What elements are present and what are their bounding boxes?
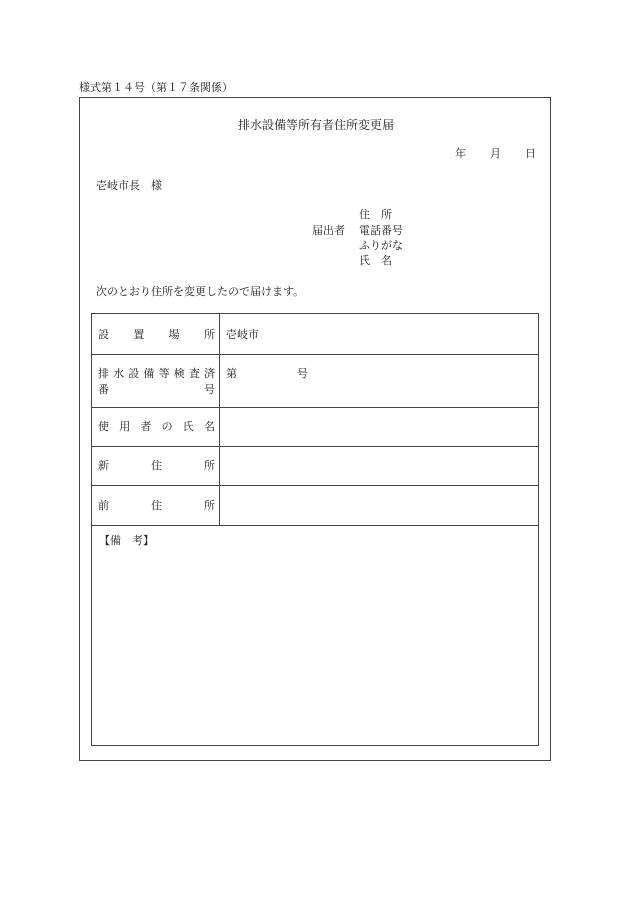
location-label: 設 置 場 所	[98, 328, 215, 341]
addressee: 壱岐市長 様	[96, 179, 162, 192]
date-month: 月	[490, 147, 501, 160]
inspection-label-line1: 排 水 設 備 等 検 査 済	[98, 367, 215, 380]
form-title: 排水設備等所有者住所変更届	[238, 118, 395, 132]
intro-text: 次のとおり住所を変更したので届けます。	[96, 285, 305, 298]
row-divider	[92, 525, 538, 526]
new-address-label: 新 住 所	[98, 459, 215, 472]
applicant-phone-label: 電話番号	[359, 224, 403, 237]
location-value: 壱岐市	[226, 328, 259, 341]
row-divider	[92, 446, 538, 447]
old-address-label: 前 住 所	[98, 499, 215, 512]
user-name-label: 使 用 者 の 氏 名	[98, 420, 215, 433]
row-divider	[92, 354, 538, 355]
form-number: 様式第１４号（第１７条関係）	[79, 81, 233, 94]
inspection-suffix: 号	[297, 367, 308, 380]
applicant-label: 届出者	[312, 224, 345, 237]
applicant-address-label: 住 所	[359, 208, 392, 221]
inspection-label-line2: 番 号	[98, 383, 215, 396]
row-divider	[92, 485, 538, 486]
date-day: 日	[525, 147, 536, 160]
form-table	[91, 313, 539, 746]
row-divider	[92, 407, 538, 408]
applicant-furigana-label: ふりがな	[359, 239, 403, 252]
remarks-label: 【備 考】	[99, 534, 154, 547]
applicant-name-label: 氏 名	[359, 254, 392, 267]
inspection-prefix: 第	[226, 367, 237, 380]
date-year: 年	[455, 147, 466, 160]
column-divider	[219, 314, 220, 525]
